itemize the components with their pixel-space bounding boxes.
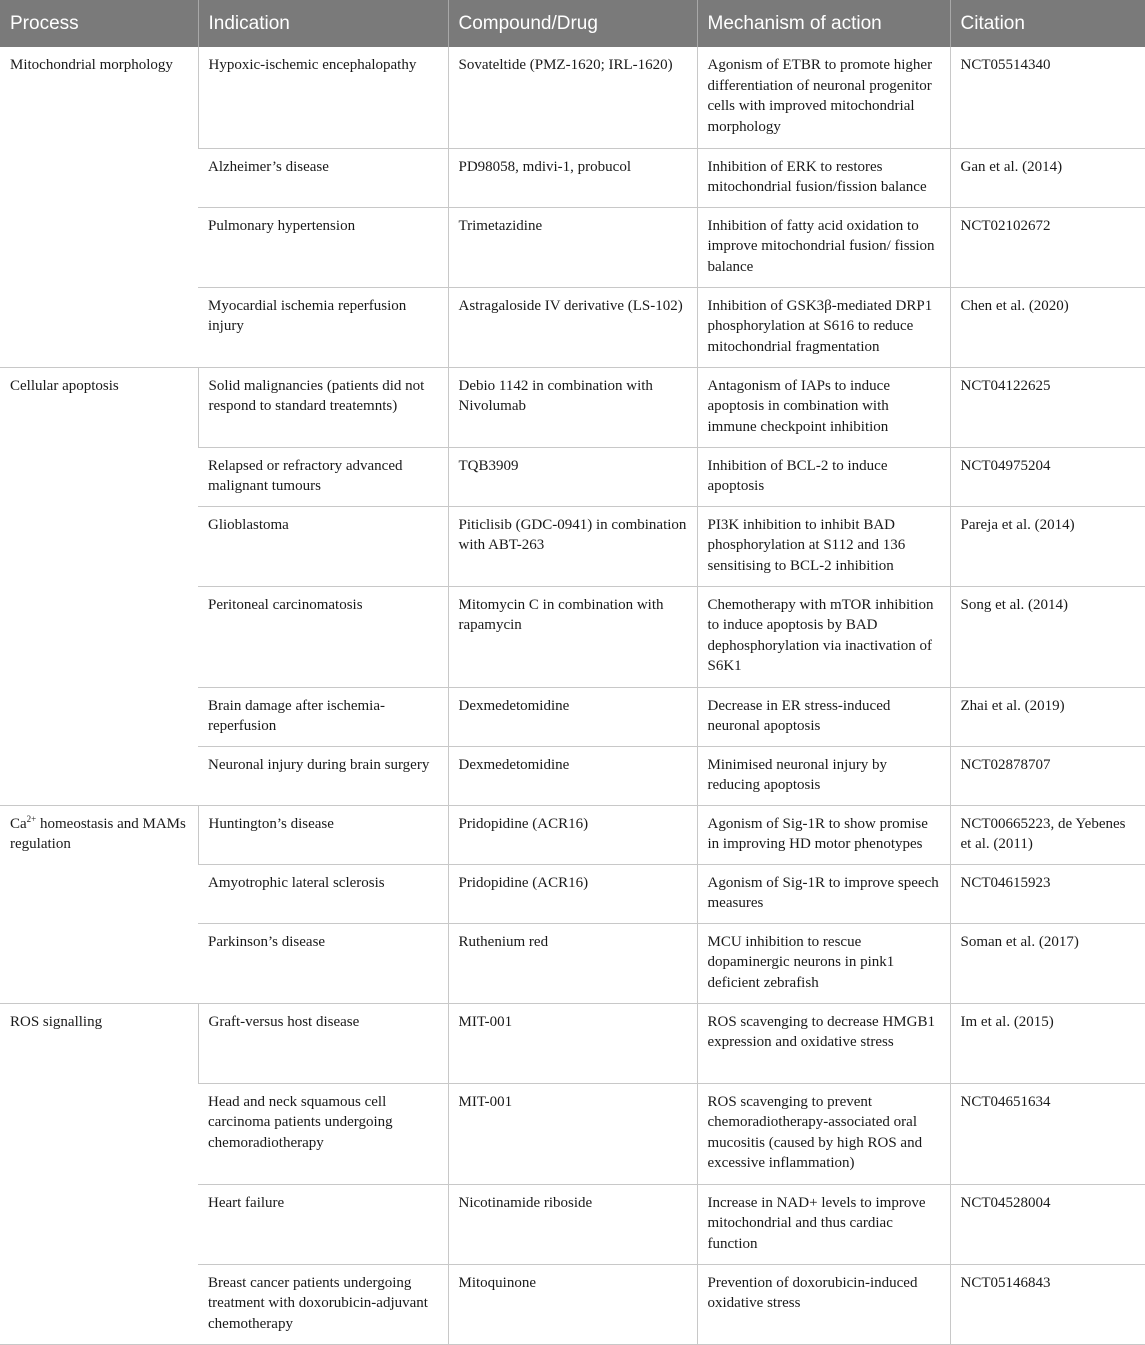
table-row: [0, 47, 1145, 148]
table-row: [0, 367, 1145, 447]
citation-cell: NCT04615923: [950, 864, 1145, 923]
indication-cell: Solid malignancies (patients did not respond to standard treatemnts): [198, 367, 448, 447]
citation-cell: Zhai et al. (2019): [950, 687, 1145, 746]
citation-cell: NCT04528004: [950, 1184, 1145, 1264]
process-cell: Cellular apoptosis: [0, 367, 198, 805]
drug-cell: Pridopidine (ACR16): [448, 864, 697, 923]
header-process: Process: [0, 0, 198, 47]
mechanism-cell: Agonism of Sig-1R to improve speech measures: [697, 864, 950, 923]
process-cell: ROS signalling: [0, 1003, 198, 1344]
mechanism-cell: Decrease in ER stress-induced neuronal apoptosis: [697, 687, 950, 746]
mechanism-cell: Chemotherapy with mTOR inhibition to induce apoptosis by BAD dephosphorylation via inactivation of S6K1: [697, 586, 950, 687]
citation-cell: NCT05514340: [950, 47, 1145, 148]
indication-cell: Myocardial ischemia reperfusion injury: [198, 287, 448, 367]
mechanism-cell: Increase in NAD+ levels to improve mitochondrial and thus cardiac function: [697, 1184, 950, 1264]
drug-cell: Debio 1142 in combination with Nivolumab: [448, 367, 697, 447]
process-ca: Ca: [10, 815, 27, 832]
indication-cell: Neuronal injury during brain surgery: [198, 746, 448, 805]
citation-cell: Im et al. (2015): [950, 1003, 1145, 1083]
citation-cell: NCT05146843: [950, 1264, 1145, 1344]
indication-cell: Huntington’s disease: [198, 805, 448, 864]
indication-cell: Breast cancer patients undergoing treatment with doxorubicin-adjuvant chemotherapy: [198, 1264, 448, 1344]
indication-cell: Peritoneal carcinomatosis: [198, 586, 448, 687]
citation-cell: Song et al. (2014): [950, 586, 1145, 687]
citation-cell: Pareja et al. (2014): [950, 506, 1145, 586]
mechanism-cell: PI3K inhibition to inhibit BAD phosphorylation at S112 and 136 sensitising to BCL-2 inhibition: [697, 506, 950, 586]
mechanism-cell: Inhibition of fatty acid oxidation to improve mitochondrial fusion/ fission balance: [697, 207, 950, 287]
citation-cell: NCT04651634: [950, 1083, 1145, 1184]
drug-cell: Pridopidine (ACR16): [448, 805, 697, 864]
table-header: [0, 0, 1145, 47]
drug-cell: MIT-001: [448, 1003, 697, 1083]
indication-cell: Brain damage after ischemia-reperfusion: [198, 687, 448, 746]
header-mechanism: Mechanism of action: [697, 0, 950, 47]
drug-cell: Ruthenium red: [448, 923, 697, 1003]
mechanism-cell: MCU inhibition to rescue dopaminergic neurons in pink1 deficient zebrafish: [697, 923, 950, 1003]
citation-cell: Chen et al. (2020): [950, 287, 1145, 367]
mechanism-cell: ROS scavenging to prevent chemoradiotherapy-associated oral mucositis (caused by high ROS and excessive inflammation): [697, 1083, 950, 1184]
citation-cell: NCT00665223, de Yebenes et al. (2011): [950, 805, 1145, 864]
indication-cell: Pulmonary hypertension: [198, 207, 448, 287]
citation-cell: NCT04122625: [950, 367, 1145, 447]
indication-cell: Parkinson’s disease: [198, 923, 448, 1003]
mechanism-cell: Inhibition of ERK to restores mitochondrial fusion/fission balance: [697, 148, 950, 207]
indication-cell: Amyotrophic lateral sclerosis: [198, 864, 448, 923]
drug-cell: Dexmedetomidine: [448, 687, 697, 746]
indication-cell: Graft-versus host disease: [198, 1003, 448, 1083]
drug-cell: PD98058, mdivi-1, probucol: [448, 148, 697, 207]
mechanism-cell: Agonism of ETBR to promote higher differentiation of neuronal progenitor cells with improved mitochondrial morphology: [697, 47, 950, 148]
drug-cell: MIT-001: [448, 1083, 697, 1184]
citation-cell: NCT02878707: [950, 746, 1145, 805]
indication-cell: Head and neck squamous cell carcinoma patients undergoing chemoradiotherapy: [198, 1083, 448, 1184]
mechanism-cell: Inhibition of GSK3β-mediated DRP1 phosphorylation at S616 to reduce mitochondrial fragmentation: [697, 287, 950, 367]
citation-cell: NCT04975204: [950, 447, 1145, 506]
citation-cell: Soman et al. (2017): [950, 923, 1145, 1003]
drug-cell: Dexmedetomidine: [448, 746, 697, 805]
table-row: [0, 1003, 1145, 1083]
indication-cell: Alzheimer’s disease: [198, 148, 448, 207]
drug-cell: Nicotinamide riboside: [448, 1184, 697, 1264]
mechanism-cell: Antagonism of IAPs to induce apoptosis in combination with immune checkpoint inhibition: [697, 367, 950, 447]
indication-cell: Hypoxic-ischemic encephalopathy: [198, 47, 448, 148]
process-ca-superscript: 2+: [26, 813, 37, 824]
table-body: [0, 47, 1145, 1344]
mechanism-cell: ROS scavenging to decrease HMGB1 expression and oxidative stress: [697, 1003, 950, 1083]
process-ca-rest: homeostasis and MAMs regulation: [10, 815, 186, 852]
process-cell: Mitochondrial morphology: [0, 47, 198, 367]
drug-cell: TQB3909: [448, 447, 697, 506]
drug-cell: Astragaloside IV derivative (LS-102): [448, 287, 697, 367]
citation-cell: NCT02102672: [950, 207, 1145, 287]
header-compound: Compound/Drug: [448, 0, 697, 47]
mechanism-cell: Prevention of doxorubicin-induced oxidative stress: [697, 1264, 950, 1344]
indication-cell: Relapsed or refractory advanced malignant tumours: [198, 447, 448, 506]
mechanism-cell: Minimised neuronal injury by reducing apoptosis: [697, 746, 950, 805]
header-indication: Indication: [198, 0, 448, 47]
drug-cell: Mitoquinone: [448, 1264, 697, 1344]
header-citation: Citation: [950, 0, 1145, 47]
drug-cell: Mitomycin C in combination with rapamycin: [448, 586, 697, 687]
mechanism-cell: Agonism of Sig-1R to show promise in improving HD motor phenotypes: [697, 805, 950, 864]
citation-cell: Gan et al. (2014): [950, 148, 1145, 207]
process-cell: [0, 805, 198, 1003]
drug-cell: Trimetazidine: [448, 207, 697, 287]
indication-cell: Heart failure: [198, 1184, 448, 1264]
header-row: [0, 0, 1145, 47]
mechanism-cell: Inhibition of BCL-2 to induce apoptosis: [697, 447, 950, 506]
indication-cell: Glioblastoma: [198, 506, 448, 586]
table-row: [0, 805, 1145, 864]
drug-cell: Sovateltide (PMZ-1620; IRL-1620): [448, 47, 697, 148]
drug-cell: Piticlisib (GDC-0941) in combination with ABT-263: [448, 506, 697, 586]
